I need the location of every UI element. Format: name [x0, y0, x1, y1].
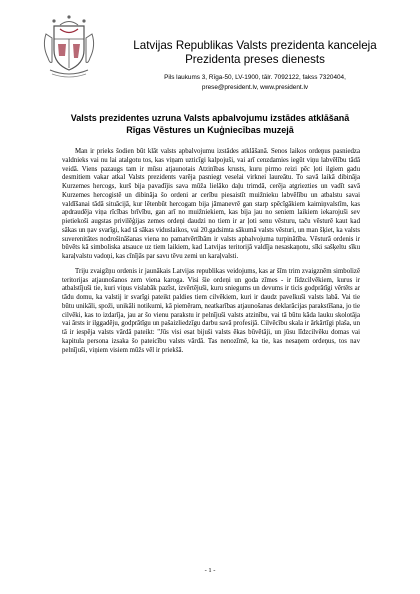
contact-address: Pils laukums 3, Rīga-50, LV-1900, tālr. 7092122, fakss 7320404,	[164, 74, 346, 81]
document-title	[40, 112, 380, 136]
title-line-1: Valsts prezidentes uzruna Valsts apbalvojumu izstādes atklāšanā	[70, 113, 350, 123]
body-paragraph: Triju zvaigžņu ordenis ir jaunākais Latvijas republikas veidojums, kas ar šīm trim zvaigznēm simbolizē teritorijas atjaunošanos zem viena karoga. Visi šie ordeņi un goda zīmes - ir līdzcilvēkiem, kurus ir atbalstījuši tie, kuri viņus vislabāk pazīst, izvērtējuši, kuru sniegums un devums ir ticis godprātīgi vērtēts ar tādu domu, ka valstij ir svarīgi pateikt paldies tiem cilvēkiem, kuri ir daudz pavelkuši valsts labā. Vai tie būtu unikāli, spoži, unikāli notikumi, kā piemēram, neatkarības atjaunošanas deklarācijas parakstīšana, jo tie cilvēki, kas to izdarīja, jau ar šo vienu parakstu ir pelnījuši valsts atzinību, vai tā būtu kāda lauku skolotāja vai ārsts ir ilggadēju, godprātīgu un pašaizliedzīgu darbu savā profesijā. Cilvēcību skala ir ārkārtīgi plaša, un tā ir iespēja valsts vārdā pateikt: "Jūs visi esat bijuši valsts ēkas būvētāji, un jūsu līdzcilvēku domas vai kapitula persona izsaka šo pateicību valsts vārdā. Tas nenozīmē, ka tie, kas nesaņem ordeņus, tos nav pelnījuši, viņiem visiem mūžs vēl ir priekšā.	[62, 267, 360, 354]
document-body	[62, 148, 360, 361]
body-paragraph: Man ir prieks šodien būt klāt valsts apbalvojumu izstādes atklāšanā. Senos laikos ordeņus pasniedza valdnieks vai nu lai atalgotu tos, kas viņam uzticīgi kalpojuši, vai arī cenzdamies iegūt viņu labvēlību tādā veidā. Viens pazaugs tam ir mūsu atjaunotais Atzinības krusts, kuru pirmo reizi pēc ļoti ilgiem gadu desmitiem vakar atkal Valsts prezidents varēja pasniegt veselai virknei laureātu. To savā laikā dibināja Kurzemes hercogs, kurš bija pavadījis sava mūža lielāko daļu trimdā, cerēja atgriezties un vadīt savā Kurzemes hercogistē un dibināja šo ordeni ar cerību piesaistīt muižnieku labvēlību un atbalstu savai valdīšanai tādā situācijā, kur lētenbūt hercogam bija jāmanevrē gan starp spēcīgākiem kaimiņvalstīm, kas apdraudēja viņa rīcības brīvību, gan arī no muižniekiem, kas bija jau no seniem laikiem iekarojuši sev pietiekoši augstas privilēģijas zemes ordeņi daudzi no tiem ir ar ļoti senu vēsturu, taču vēsturē kaut kad sākas un ņav svarīgi, kad tā sākas viduslaikos, vai 20.gadsimta sākumā valsts vēsturi, un man šķiet, ka valsts suverenitātes nodrošināšanas viena no pamatvērtībām ir valsts apbalvojuma turpinātība. Vēsturā ordenis ir būvēts kā simboliska atsauce uz tiem laikiem, kad Latvijas teritorijā valdīja nesaskaņotu, sīki sašķeltu sīku karaļvalstu vadoņi, kas cīnījās par savu tēvu zemi un karaļvalsti.	[62, 148, 360, 260]
contact-email-website: prese@president.lv, www.president.lv	[201, 84, 309, 91]
title-line-2: Rīgas Vēstures un Kuģniecības muzejā	[126, 125, 294, 135]
page-number: - 1 -	[204, 567, 216, 574]
organization-name: Latvijas Republikas Valsts prezidenta kanceleja	[133, 39, 377, 52]
latvia-coat-of-arms-icon	[40, 12, 98, 80]
department-name: Prezidenta preses dienests	[185, 53, 325, 66]
